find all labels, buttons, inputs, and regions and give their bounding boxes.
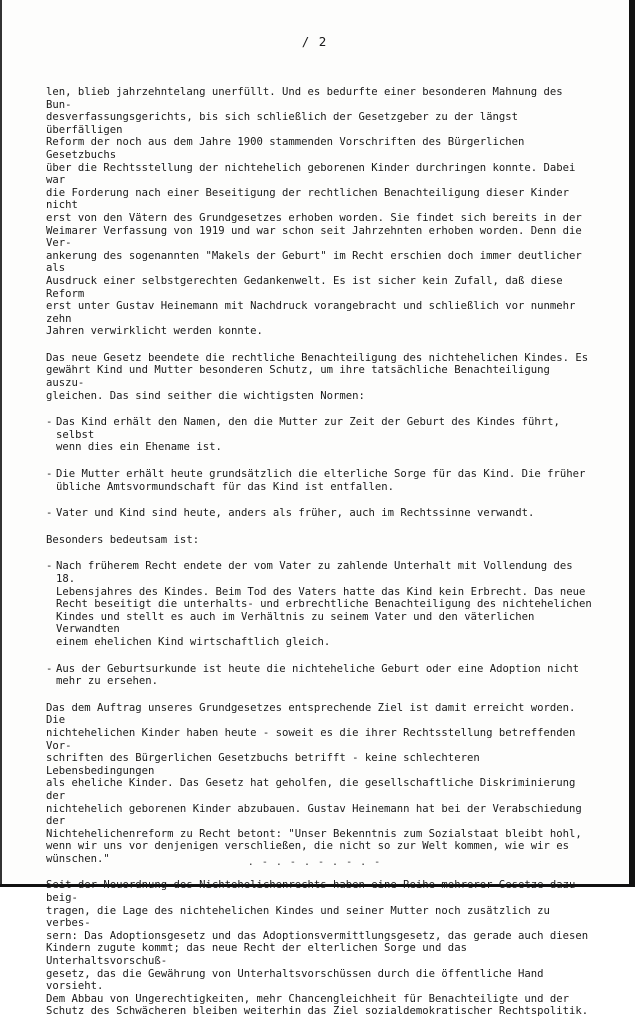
bullet-dash: - — [46, 507, 53, 520]
paragraph-1: len, blieb jahrzehntelang unerfüllt. Und es bedurfte einer besonderen Mahnung des Bun- desverfassungsgerichts, bis sich schließlich der Gesetzgeber zu der längst überfälligen Reform der noch aus dem Jahre 1900 stammenden Vorschriften des Bürgerlichen Gesetzbuchs über die Rechtsstellung der nichtehelich geborenen Kinder durchringen konnte. Dabei war die Forderung nach einer Beseitigung der rechtlichen Benachteiligung dieser Kinder nicht erst von den Vätern des Grundgesetzes erhoben worden. Sie findet sich bereits in der Weimarer Verfassung von 1919 und war schon seit Jahrzehnten erhoben worden. Denn die Ver- ankerung des sogenannten "Makels der Geburt" im Recht erschien doch immer deutlicher als Ausdruck einer selbstgerechten Gedankenwelt. Es ist sicher kein Zufall, daß diese Reform erst unter Gustav Heinemann mit Nachdruck vorangebracht und schließlich vor nunmehr zehn Jahren verwirklicht werden konnte. — [46, 86, 582, 338]
list-item — [46, 416, 592, 454]
bullet-dash: - — [46, 560, 53, 573]
bullet-dash: - — [46, 468, 53, 481]
page-number: / 2 — [301, 34, 328, 49]
list-item — [46, 507, 592, 520]
list-item-text: Das Kind erhält den Namen, den die Mutter zur Zeit der Geburt des Kindes führt, selbst wenn dies ein Ehename ist. — [56, 416, 560, 454]
paragraph-5: Seit der Neuordnung des Nichtehelichenrechts haben eine Reihe mehrerer Gesetze dazu beig- tragen, die Lage des nichtehelichen Kindes und seiner Mutter noch zusätzlich zu verbes- sern: Das Adoptionsgesetz und das Adoptionsvermittlungsgesetz, das gerade auch diesen Kindern zugute kommt; das neue Recht der elterlichen Sorge und das Unterhaltsvorschuß- gesetz, das die Gewährung von Unterhaltsvorschüssen durch die öffentliche Hand vorsieht. Dem Abbau von Ungerechtigkeiten, mehr Chancengleichheit für Benachteiligte und der Schutz des Schwächeren bleiben weiterhin das Ziel sozialdemokratischer Rechtspolitik. — [46, 879, 589, 1018]
bullet-dash: - — [46, 416, 53, 429]
list-item — [46, 468, 592, 493]
list-item — [46, 560, 592, 648]
document-body — [46, 86, 592, 1018]
footer-mark: . - . - . - . - . - — [247, 857, 382, 868]
list-item-text: Nach früherem Recht endete der vom Vater zu zahlende Unterhalt mit Vollendung des 18. Lebensjahres des Kindes. Beim Tod des Vaters hatte das Kind kein Erbrecht. Das neue Recht beseitigt die unterhalts- und erbrechtliche Benachteiligung des nichtehelichen Kindes und stellt es auch im Verhältnis zu seinem Vater und den väterlichen Verwandten einem ehelichen Kind wirtschaftlich gleich. — [56, 560, 592, 648]
list-item-text: Die Mutter erhält heute grundsätzlich die elterliche Sorge für das Kind. Die früher übliche Amtsvormundschaft für das Kind ist entfallen. — [56, 468, 586, 493]
paragraph-2: Das neue Gesetz beendete die rechtliche Benachteiligung des nichtehelichen Kindes. Es gewährt Kind und Mutter besonderen Schutz, um ihre tatsächliche Benachteiligung auszu- gleichen. Das sind seither die wichtigsten Normen: — [46, 351, 589, 402]
bullet-dash: - — [46, 662, 53, 675]
paragraph-4: Das dem Auftrag unseres Grundgesetzes entsprechende Ziel ist damit erreicht worden. Die nichtehelichen Kinder haben heute - soweit es die ihrer Rechtsstellung betreffenden Vor- schriften des Bürgerlichen Gesetzbuchs betrifft - keine schlechteren Lebensbedingungen als eheliche Kinder. Das Gesetz hat geholfen, die gesellschaftliche Diskriminierung der nichtehelich geborenen Kinder abzubauen. Gustav Heinemann hat bei der Verabschiedung der Nichtehelichenreform zu Recht betont: "Unser Bekenntnis zum Sozialstaat bleibt hohl, wenn wir uns vor denjenigen verschließen, die nicht so zur Welt kommen, wie wir es wünschen." — [46, 701, 582, 865]
list-item-text: Aus der Geburtsurkunde ist heute die nichteheliche Geburt oder eine Adoption nicht mehr zu ersehen. — [56, 662, 579, 688]
list-item — [46, 663, 592, 688]
list-item-text: Vater und Kind sind heute, anders als früher, auch im Rechtssinne verwandt. — [56, 507, 535, 520]
paragraph-3: Besonders bedeutsam ist: — [46, 533, 200, 546]
